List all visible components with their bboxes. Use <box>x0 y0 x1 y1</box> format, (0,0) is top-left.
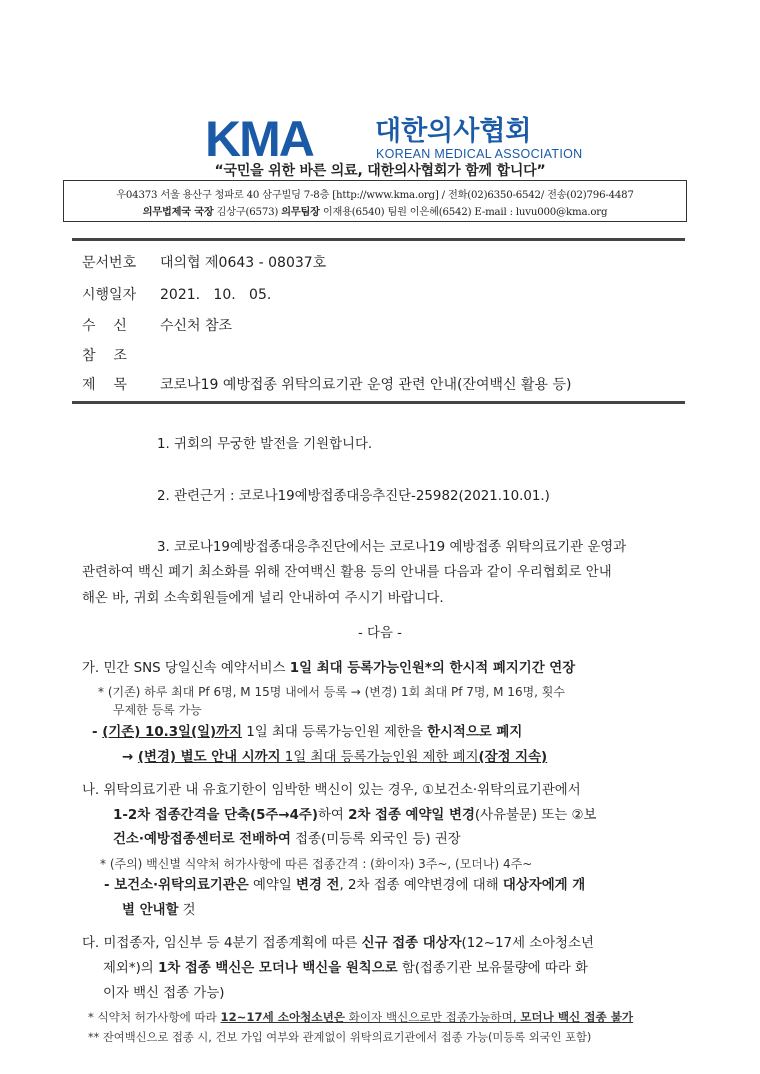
ga-d2a: → <box>122 750 138 765</box>
next-heading: - 다음 - <box>357 626 403 641</box>
ga-d2b: (변경) 별도 안내 시까지 <box>137 750 281 765</box>
da-l1a: 다. 미접종자, 임신부 등 4분기 접종계획에 따른 <box>82 936 362 951</box>
na-line2 <box>113 804 596 823</box>
ga-d1b: (기존) 10.3일(일)까지 <box>102 725 243 740</box>
da-line2 <box>103 957 588 976</box>
ga-l1b: 1일 최대 등록가능인원*의 한시적 폐지기간 연장 <box>289 661 576 676</box>
na-d1e: , 2차 접종 예약변경에 대해 <box>339 878 503 893</box>
ref-label: 참 조 <box>82 348 127 364</box>
meta-to <box>82 315 232 335</box>
da-n1d: 모더나 백신 접종 불가 <box>520 1010 634 1024</box>
title-value: 코로나19 예방접종 위탁의료기관 운영 관련 안내(잔여백신 활용 등) <box>160 377 572 393</box>
na-note1: * (주의) 백신별 식약처 허가사항에 따른 접종간격 : (화이자) 3주~, (모더나) 4주~ <box>100 857 533 871</box>
divider-top <box>72 238 685 241</box>
doc-no-label: 문서번호 <box>82 255 137 271</box>
meta-title <box>82 374 572 394</box>
date-value: 2021. 10. 05. <box>160 287 272 303</box>
na-d1a: - <box>104 878 115 893</box>
ga-dash2 <box>122 746 547 765</box>
body-p3-l3: 해온 바, 귀회 소속회원들에게 널리 안내하여 주시기 바랍니다. <box>82 591 444 606</box>
contact-box <box>63 180 687 222</box>
da-line1 <box>82 932 594 951</box>
ga-dash1 <box>92 721 522 740</box>
na-l2b: 하여 <box>317 808 349 823</box>
to-label: 수 신 <box>82 318 127 334</box>
na-l2a: 1-2차 접종간격을 단축(5주→4주) <box>113 808 318 823</box>
da-l2a: 제외*)의 <box>103 961 158 976</box>
meta-date <box>82 284 271 304</box>
da-l2c: 함(접종기관 보유물량에 따라 화 <box>397 961 588 976</box>
na-l2c: 2차 접종 예약일 변경 <box>348 808 475 823</box>
to-value: 수신처 참조 <box>160 318 233 334</box>
ga-l1a: 가. 민간 SNS 당일신속 예약서비스 <box>82 661 290 676</box>
contact-staff <box>64 203 686 218</box>
ga-d2c: 1일 최대 등록가능인원 제한 폐지 <box>280 750 479 765</box>
logo-mark: KMA <box>205 111 313 167</box>
na-d1d: 변경 전 <box>296 878 340 893</box>
kma-logo <box>205 111 583 167</box>
da-l1c: (12~17세 소아청소년 <box>461 936 594 951</box>
da-n1c: 화이자 백신으로만 접종가능하며, <box>344 1010 521 1024</box>
contact-dept: 의무법제국 국장 <box>142 206 214 218</box>
title-label: 제 목 <box>82 377 127 393</box>
ga-d1d: 한시적으로 폐지 <box>427 725 523 740</box>
da-l1b: 신규 접종 대상자 <box>361 936 462 951</box>
ga-d2d: (잠정 지속) <box>478 750 548 765</box>
da-l2b: 1차 접종 백신은 모더나 백신을 원칙으로 <box>157 961 398 976</box>
body-p1: 1. 귀회의 무궁한 발전을 기원합니다. <box>157 437 373 452</box>
na-line1: 나. 위탁의료기관 내 유효기한이 임박한 백신이 있는 경우, ①보건소·위탁의료기관에서 <box>82 783 581 798</box>
contact-director: 김상구(6573) <box>213 207 282 218</box>
na-d1b: 보건소·위탁의료기관은 <box>114 878 249 893</box>
ga-note1: * (기존) 하루 최대 Pf 6명, M 15명 내에서 등록 → (변경) 1회 최대 Pf 7명, M 16명, 횟수 <box>98 685 565 699</box>
slogan: “국민을 위한 바른 의료, 대한의사협회가 함께 합니다” <box>214 163 546 179</box>
divider-bottom <box>72 401 685 404</box>
contact-team: 이재용(6540) 팀원 이은혜(6542) E-mail : luvu000@kma.org <box>319 207 608 218</box>
ga-line1 <box>82 657 575 676</box>
body-p2: 2. 관련근거 : 코로나19예방접종대응추진단-25982(2021.10.01.) <box>157 489 550 504</box>
na-dash2 <box>122 899 196 918</box>
na-line3 <box>113 828 461 847</box>
da-note1 <box>88 1009 633 1025</box>
body-p3-l1: 3. 코로나19예방접종대응추진단에서는 코로나19 예방접종 위탁의료기관 운영과 <box>157 540 627 555</box>
na-dash1 <box>104 874 585 893</box>
body-p3-l2: 관련하여 백신 폐기 최소화를 위해 잔여백신 활용 등의 안내를 다음과 같이 우리협회로 안내 <box>82 565 612 580</box>
meta-ref <box>82 345 160 365</box>
doc-no-value: 대의협 제0643 - 08037호 <box>160 255 327 271</box>
na-d2a: 별 안내할 <box>122 903 179 918</box>
da-n1b: 12~17세 소아청소년은 <box>220 1010 345 1024</box>
logo-name-en: KOREAN MEDICAL ASSOCIATION <box>376 147 583 161</box>
na-d2b: 것 <box>178 903 196 918</box>
da-n1a: * 식약처 허가사항에 따라 <box>88 1010 221 1024</box>
meta-doc-no <box>82 252 326 272</box>
contact-team-label: 의무팀장 <box>281 206 320 218</box>
na-l2d: (사유불문) 또는 ②보 <box>474 808 597 823</box>
na-l3b: 접종(미등록 외국인 등) 권장 <box>290 832 461 847</box>
logo-name-ko: 대한의사협회 <box>375 116 532 147</box>
da-line3: 이자 백신 접종 가능) <box>103 986 225 1001</box>
na-d1f: 대상자에게 개 <box>502 878 586 893</box>
ga-note2: 무제한 등록 가능 <box>113 703 202 717</box>
date-label: 시행일자 <box>82 287 137 303</box>
da-note2: ** 잔여백신으로 접종 시, 건보 가입 여부와 관계없이 위탁의료기관에서 접종 가능(미등록 외국인 포함) <box>88 1031 592 1044</box>
na-d1c: 예약일 <box>248 878 297 893</box>
ga-d1a: - <box>92 725 103 740</box>
contact-address: 우04373 서울 용산구 청파로 40 삼구빌딩 7-8층 [http://www.kma.org] / 전화(02)6350-6542/ 전송(02)796-4487 <box>116 190 634 201</box>
ga-d1c: 1일 최대 등록가능인원 제한을 <box>242 725 428 740</box>
na-l3a: 건소·예방접종센터로 전배하여 <box>113 832 291 847</box>
